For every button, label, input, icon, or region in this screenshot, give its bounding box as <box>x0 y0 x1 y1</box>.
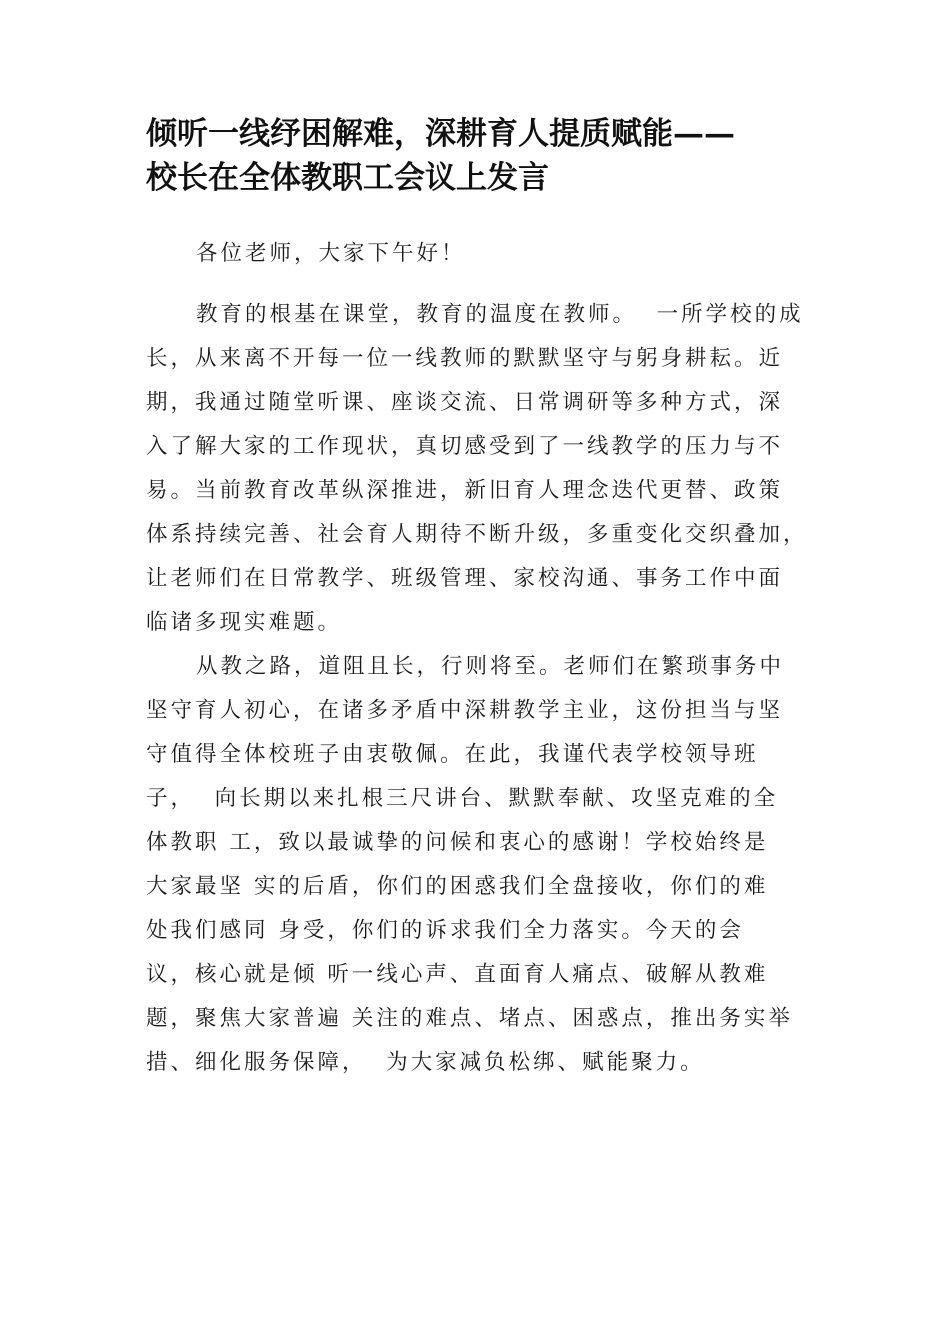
paragraph-line: 坚守育人初心，在诸多矛盾中深耕教学主业，这份担当与坚 <box>146 698 784 723</box>
paragraph-line: 易。当前教育改革纵深推进，新旧育人理念迭代更替、政策 <box>146 478 784 503</box>
greeting-text: 各位老师，大家下午好！ <box>196 241 466 266</box>
paragraph-line: 守值得全体校班子由衷敬佩。在此，我谨代表学校领导班 <box>146 742 759 767</box>
paragraph-line: 大家最坚 实的后盾，你们的困惑我们全盘接收，你们的难 <box>146 874 769 899</box>
paragraph-line: 子， 向长期以来扎根三尺讲台、默默奉献、攻坚克难的全 <box>146 786 779 811</box>
title-line: 倾听一线纾困解难，深耕育人提质赋能—— <box>146 116 735 152</box>
paragraph-line: 议，核心就是倾 听一线心声、直面育人痛点、破解从教难 <box>146 962 769 987</box>
paragraph-line: 入了解大家的工作现状，真切感受到了一线教学的压力与不 <box>146 434 784 459</box>
greeting-paragraph <box>146 232 826 276</box>
paragraph-line: 体系持续完善、社会育人期待不断升级，多重变化交织叠加， <box>146 522 808 547</box>
title-line: 校长在全体教职工会议上发言 <box>146 160 549 196</box>
paragraph-line: 体教职 工，致以最诚挚的问候和衷心的感谢！学校始终是 <box>146 830 769 855</box>
paragraph-line: 长，从来离不开每一位一线教师的默默坚守与躬身耕耘。近 <box>146 346 784 371</box>
paragraph-line: 从教之路，道阻且长，行则将至。老师们在繁琐事务中 <box>196 654 785 679</box>
paragraph-line: 措、细化服务保障， 为大家减负松绑、赋能聚力。 <box>146 1050 705 1075</box>
paragraph-line: 让老师们在日常教学、班级管理、家校沟通、事务工作中面 <box>146 566 784 591</box>
paragraph-line: 题，聚焦大家普遍 关注的难点、堵点、困惑点，推出务实举 <box>146 1006 793 1031</box>
paragraph-line: 教育的根基在课堂，教育的温度在教师。 一所学校的成 <box>196 302 804 327</box>
document-title <box>146 112 826 200</box>
paragraph-line: 临诸多现实难题。 <box>146 610 343 635</box>
paragraph-1 <box>146 293 826 645</box>
paragraph-line: 处我们感同 身受，你们的诉求我们全力落实。今天的会 <box>146 918 744 943</box>
paragraph-2 <box>146 645 826 1085</box>
paragraph-line: 期，我通过随堂听课、座谈交流、日常调研等多种方式，深 <box>146 390 784 415</box>
document-body <box>146 232 826 1085</box>
